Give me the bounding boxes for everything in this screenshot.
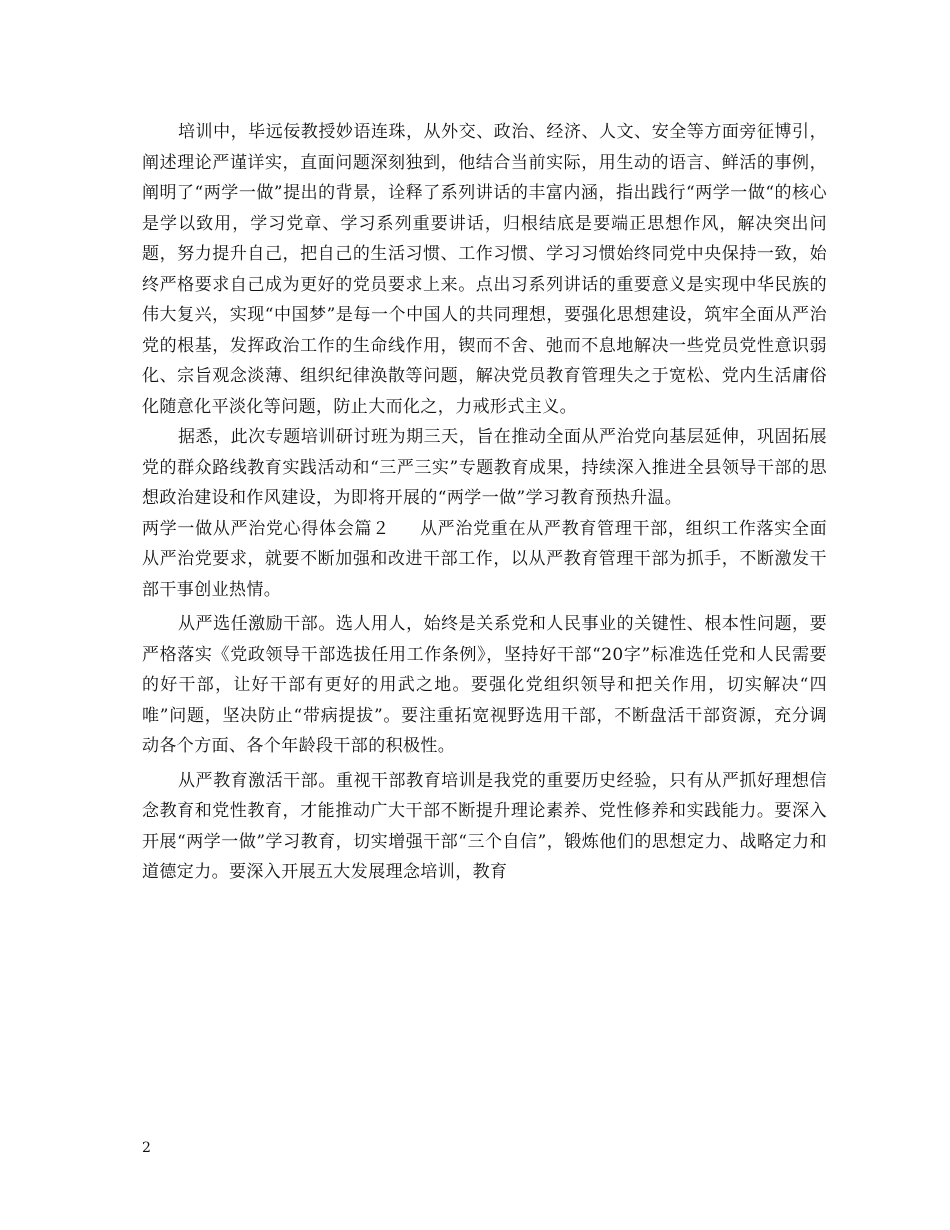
paragraph-training-content: 培训中，毕远佞教授妙语连珠，从外交、政治、经济、人文、安全等方面旁征博引，阐述理论严谨详实，直面问题深刻独到，他结合当前实际，用生动的语言、鲜活的事例，阐明了“两学一做”提出的背景，诠释了系列讲话的丰富内涵，指出践行“两学一做“的核心是学以致用，学习党章、学习系列重要讲话，归根结底是要端正思想作风，解决突出问题，努力提升自己，把自己的生活习惯、工作习惯、学习习惯始终同党中央保持一致，始终严格要求自己成为更好的党员要求上来。点出习系列讲话的重要意义是实现中华民族的伟大复兴，实现“中国梦”是每一个中国人的共同理想，要强化思想建设，筑牢全面从严治党的根基，发挥政治工作的生命线作用，锲而不舍、弛而不息地解决一些党员党性意识弱化、宗旨观念淡薄、组织纪律涣散等问题，解决党员教育管理失之于宽松、党内生活庸俗化随意化平淡化等问题，防止大而化之，力戒形式主义。 [142, 122, 827, 417]
paragraph-cadre-education: 从严教育激活干部。重视干部教育培训是我党的重要历史经验，只有从严抓好理想信念教育和党性教育，才能推动广大干部不断提升理论素养、党性修养和实践能力。要深入开展“两学一做”学习教育，切实增强干部“三个自信”，锻炼他们的思想定力、战略定力和道德定力。要深入开展五大发展理念培训，教育 [142, 770, 827, 882]
document-body [142, 117, 827, 888]
article-heading: 两学一做从严治党心得体会篇２ [142, 518, 390, 539]
paragraph-article-2-intro [142, 514, 827, 606]
paragraph-seminar-info: 据悉，此次专题培训研讨班为期三天，旨在推动全面从严治党向基层延伸，巩固拓展党的群众路线教育实践活动和“三严三实”专题教育成果，持续深入推进全县领导干部的思想政治建设和作风建设，为即将开展的“两学一做”学习教育预热升温。 [142, 427, 827, 508]
page-number: 2 [142, 1140, 151, 1156]
paragraph-cadre-selection: 从严选任激励干部。选人用人，始终是关系党和人民事业的关键性、根本性问题，要严格落实《党政领导干部选拔任用工作条例》，坚持好干部“20字”标准选任党和人民需要的好干部，让好干部有更好的用武之地。要强化党组织领导和把关作用，切实解决“四唯”问题，坚决防止“带病提拔”。要注重拓宽视野选用干部，不断盘活干部资源，充分调动各个方面、各个年龄段干部的积极性。 [142, 614, 827, 756]
article-intro-text: 从严治党重在从严教育管理干部，组织工作落实全面从严治党要求，就要不断加强和改进干部工作，以从严教育管理干部为抓手，不断激发干部干事创业热情。 [142, 518, 827, 600]
